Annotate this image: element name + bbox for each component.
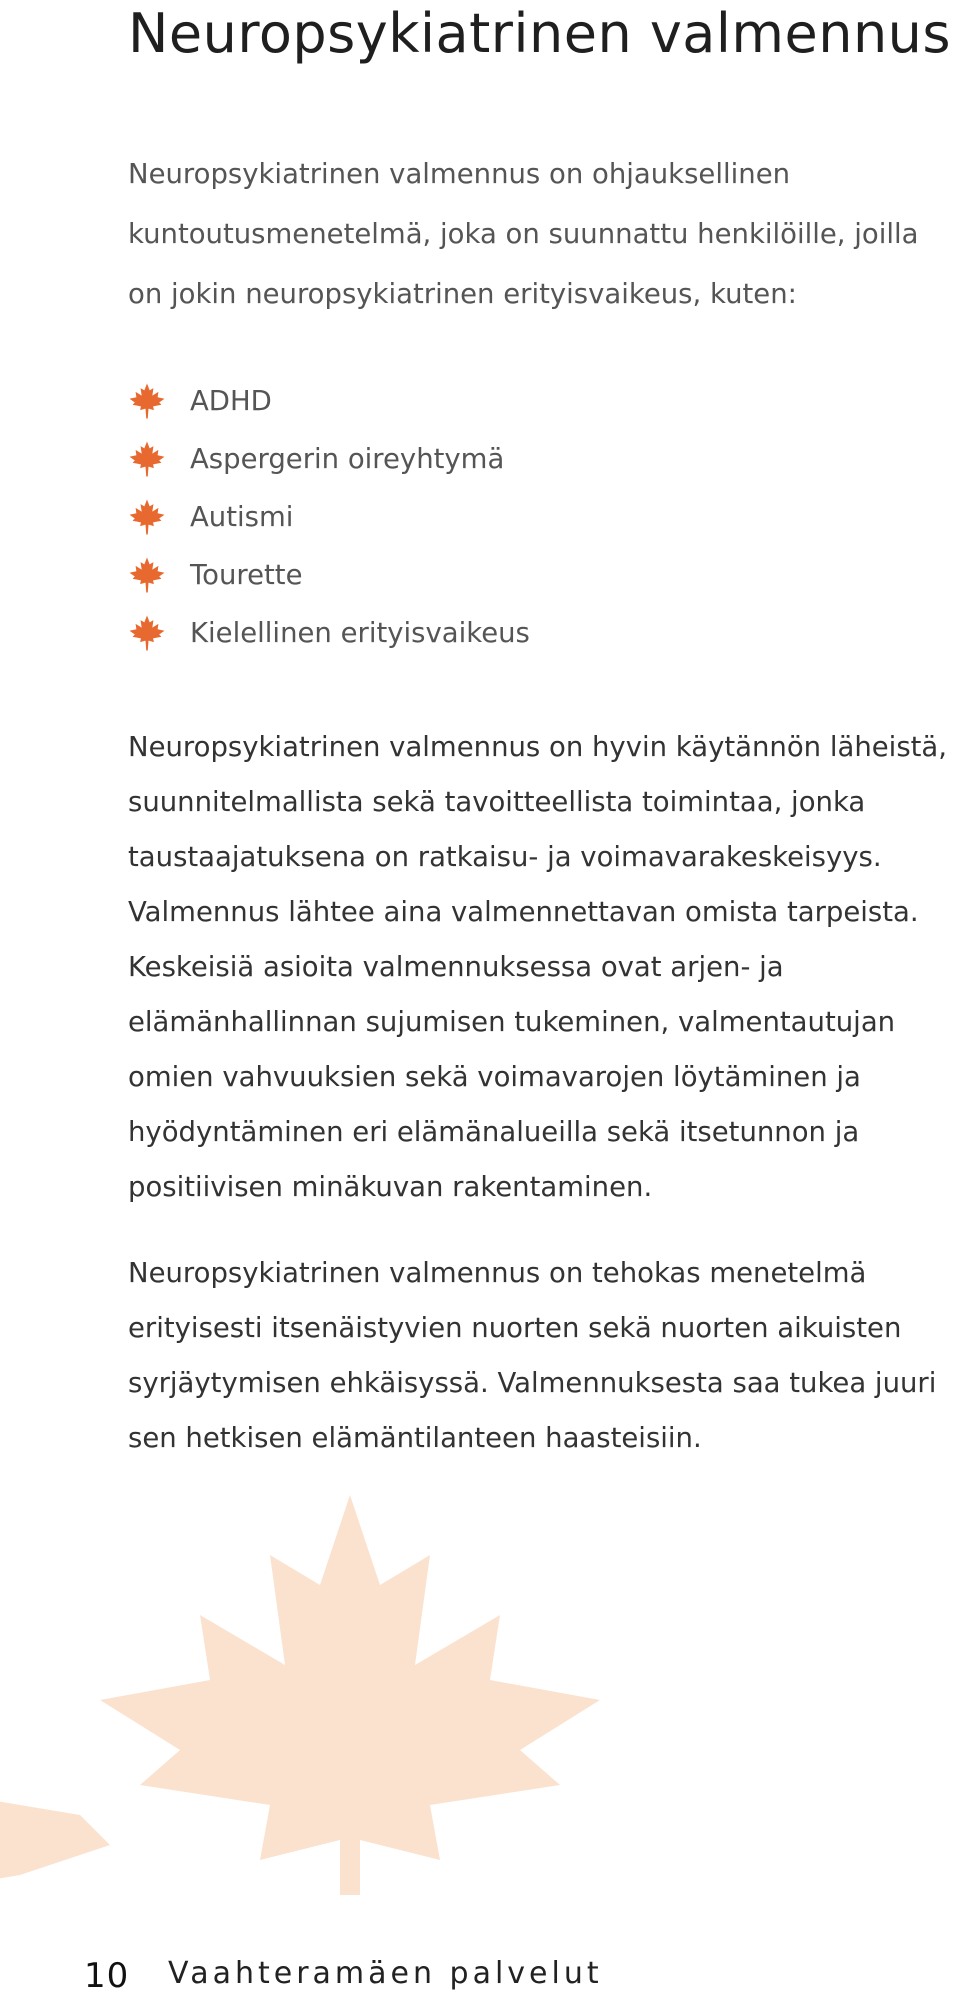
list-item: [128, 604, 530, 662]
list-item-label: Kielellinen erityisvaikeus: [190, 617, 530, 649]
page-number: 10: [84, 1956, 130, 1996]
condition-list: [128, 372, 530, 662]
list-item-label: Autismi: [190, 501, 294, 533]
maple-leaf-icon: [128, 382, 166, 420]
body-paragraph-approach: Neuropsykiatrinen valmennus on hyvin käytännön läheistä, suunnitelmallista sekä tavoitteellista toimintaa, jonka taustaajatuksena on ratkaisu- ja voimavarakeskeisyys. Valmennus lähtee aina valmennettavan omista tarpeista. Keskeisiä asioita valmennuksessa ovat arjen- ja elämänhallinnan sujumisen tukeminen, valmentautujan omien vahvuuksien sekä voimavarojen löytäminen ja hyödyntäminen eri elämänalueilla sekä itsetunnon ja positiivisen minäkuvan rakentaminen.: [128, 731, 948, 1203]
list-item: [128, 546, 530, 604]
list-item-label: ADHD: [190, 385, 272, 417]
page-title: Neuropsykiatrinen valmennus: [128, 2, 952, 65]
list-item: [128, 488, 530, 546]
list-item-label: Aspergerin oireyhtymä: [190, 443, 505, 475]
list-item: [128, 372, 530, 430]
list-item-label: Tourette: [190, 559, 303, 591]
maple-leaf-watermark-icon: [0, 1495, 600, 1895]
body-paragraph-effectiveness: Neuropsykiatrinen valmennus on tehokas menetelmä erityisesti itsenäistyvien nuorten sekä nuorten aikuisten syrjäytymisen ehkäisyssä. Valmennuksesta saa tukea juuri sen hetkisen elämäntilanteen haasteisiin.: [128, 1257, 937, 1454]
publication-name: Vaahteramäen palvelut: [168, 1956, 603, 1991]
maple-leaf-icon: [128, 440, 166, 478]
maple-leaf-icon: [128, 614, 166, 652]
list-item: [128, 430, 530, 488]
maple-leaf-icon: [128, 498, 166, 536]
intro-paragraph: Neuropsykiatrinen valmennus on ohjauksellinen kuntoutusmenetelmä, joka on suunnattu henkilöille, joilla on jokin neuropsykiatrinen erityisvaikeus, kuten:: [128, 158, 919, 310]
maple-leaf-icon: [128, 556, 166, 594]
